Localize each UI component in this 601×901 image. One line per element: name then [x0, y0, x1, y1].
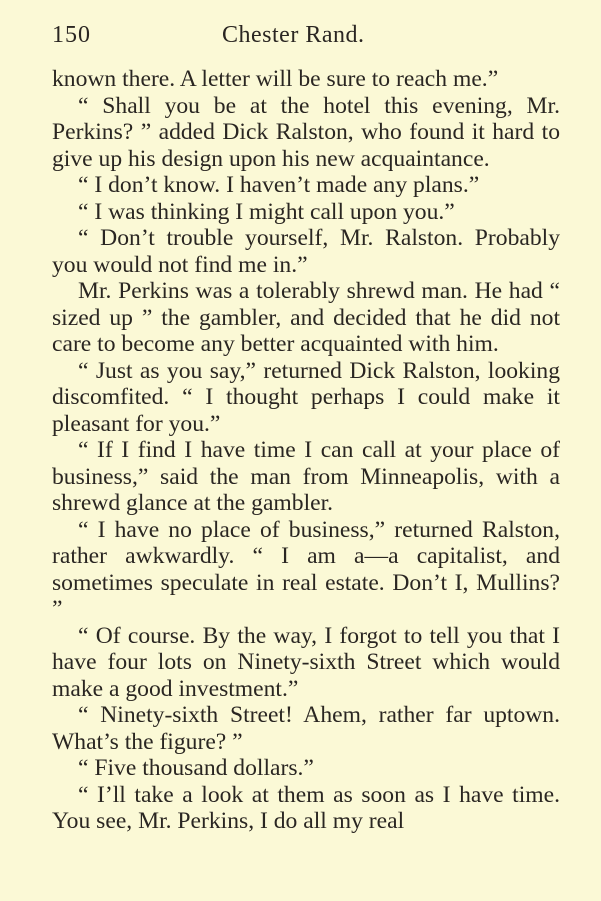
paragraph: “ I was thinking I might call upon you.”	[78, 198, 455, 225]
paragraph: known there. A letter will be sure to reach me.”	[52, 66, 499, 92]
paragraph: “ I don’t know. I haven’t made any plans.”	[78, 172, 480, 198]
paragraph: “ Shall you be at the hotel this evening, Mr. Perkins? ” added Dick Ralston, who found it hard to give up his design upon his new acquaintance.	[52, 92, 560, 172]
paragraph: “ Just as you say,” returned Dick Ralston, looking discomfited. “ I thought perhaps I could make it pleasant for you.”	[52, 357, 560, 437]
paragraph: “ Ninety-sixth Street! Ahem, rather far uptown. What’s the figure? ”	[52, 702, 560, 755]
paragraph: “ If I find I have time I can call at your place of business,” said the man from Minneapolis, with a shrewd glance at the gambler.	[52, 437, 560, 516]
paragraph: “ Of course. By the way, I forgot to tell you that I have four lots on Ninety-sixth Street which would make a good investment.”	[52, 622, 560, 702]
paragraph: “ I have no place of business,” returned Ralston, rather awkwardly. “ I am a—a capitalist, and sometimes speculate in real estate. Don’t I, Mullins? ”	[52, 516, 560, 622]
running-title: Chester Rand.	[222, 22, 365, 48]
paragraph: “ Don’t trouble yourself, Mr. Ralston. Probably you would not find me in.”	[52, 225, 560, 278]
paragraph: “ I’ll take a look at them as soon as I have time. You see, Mr. Perkins, I do all my real	[52, 781, 560, 834]
body-text	[52, 66, 560, 835]
paragraph: “ Five thousand dollars.”	[78, 755, 314, 781]
page-number: 150	[52, 22, 91, 48]
page-header	[52, 22, 562, 56]
paragraph: Mr. Perkins was a tolerably shrewd man. He had “ sized up ” the gambler, and decided that he did not care to become any better acquainted with him.	[52, 278, 560, 357]
